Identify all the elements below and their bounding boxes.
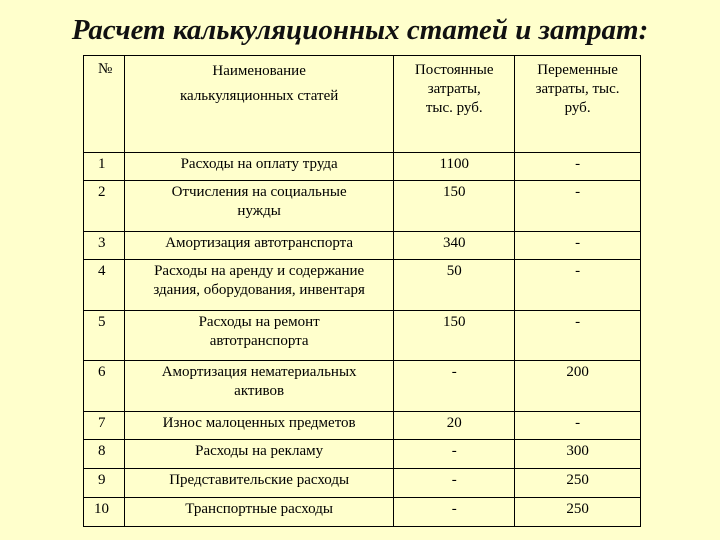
row-name [124,498,393,527]
row-variable: 250 [515,469,641,498]
row-name-line2: здания, оборудования, инвентаря [153,282,365,298]
row-name [124,181,393,232]
row-fixed: 20 [394,412,515,440]
header-name-line1: Наименование [212,63,306,79]
row-num: 1 [84,153,125,181]
row-name-line2: автотранспорта [209,333,309,349]
row-fixed: - [394,361,515,412]
row-num: 8 [84,440,125,469]
row-name-line1: Расходы на оплату труда [180,156,338,172]
row-name-line1: Износ малоценных предметов [162,415,356,431]
row-num: 9 [84,469,125,498]
row-variable: - [515,153,641,181]
table-row [84,412,641,440]
row-name-line1: Расходы на аренду и содержание [154,263,365,279]
header-num: № [84,56,125,153]
table-row [84,311,641,361]
header-name [124,56,393,153]
cost-table [83,55,641,527]
row-name-line1: Транспортные расходы [185,501,333,517]
row-num: 3 [84,232,125,260]
row-num: 7 [84,412,125,440]
header-variable-line1: Переменные [537,62,618,78]
row-fixed: - [394,440,515,469]
header-fixed-line3: тыс. руб. [425,100,483,116]
table-row [84,440,641,469]
row-fixed: 150 [394,181,515,232]
row-name-line1: Расходы на ремонт [198,314,320,330]
row-variable: 300 [515,440,641,469]
header-variable-line2: затраты, тыс. [535,81,620,97]
row-name [124,440,393,469]
header-fixed-line1: Постоянные [414,62,494,78]
header-fixed-line2: затраты, [427,81,481,97]
table-row [84,181,641,232]
row-name [124,311,393,361]
row-fixed: 340 [394,232,515,260]
row-fixed: 50 [394,260,515,311]
table-row [84,469,641,498]
table-row [84,361,641,412]
row-num: 5 [84,311,125,361]
row-fixed: - [394,498,515,527]
row-name-line2: нужды [237,203,281,219]
row-name [124,412,393,440]
row-num: 4 [84,260,125,311]
row-variable: - [515,260,641,311]
row-fixed: - [394,469,515,498]
header-variable-line3: руб. [564,100,591,116]
row-name [124,260,393,311]
row-variable: - [515,311,641,361]
row-name-line1: Представительские расходы [169,472,350,488]
row-name-line2: активов [234,383,285,399]
row-num: 10 [84,498,125,527]
table-row [84,232,641,260]
row-variable: - [515,232,641,260]
row-name [124,361,393,412]
header-fixed [394,56,515,153]
header-variable [515,56,641,153]
row-variable: - [515,181,641,232]
row-name-line1: Амортизация автотранспорта [165,235,354,251]
row-name [124,153,393,181]
row-variable: - [515,412,641,440]
table-row [84,498,641,527]
row-num: 6 [84,361,125,412]
header-name-line2: калькуляционных статей [179,88,339,104]
row-name [124,232,393,260]
row-fixed: 150 [394,311,515,361]
row-fixed: 1100 [394,153,515,181]
row-name-line1: Расходы на рекламу [195,443,324,459]
row-variable: 200 [515,361,641,412]
row-num: 2 [84,181,125,232]
row-name-line1: Отчисления на социальные [171,184,347,200]
row-name [124,469,393,498]
row-variable: 250 [515,498,641,527]
page-title: Расчет калькуляционных статей и затрат: [71,14,649,46]
table-row [84,153,641,181]
table-row [84,260,641,311]
row-name-line1: Амортизация нематериальных [161,364,357,380]
table-header-row [84,56,641,153]
